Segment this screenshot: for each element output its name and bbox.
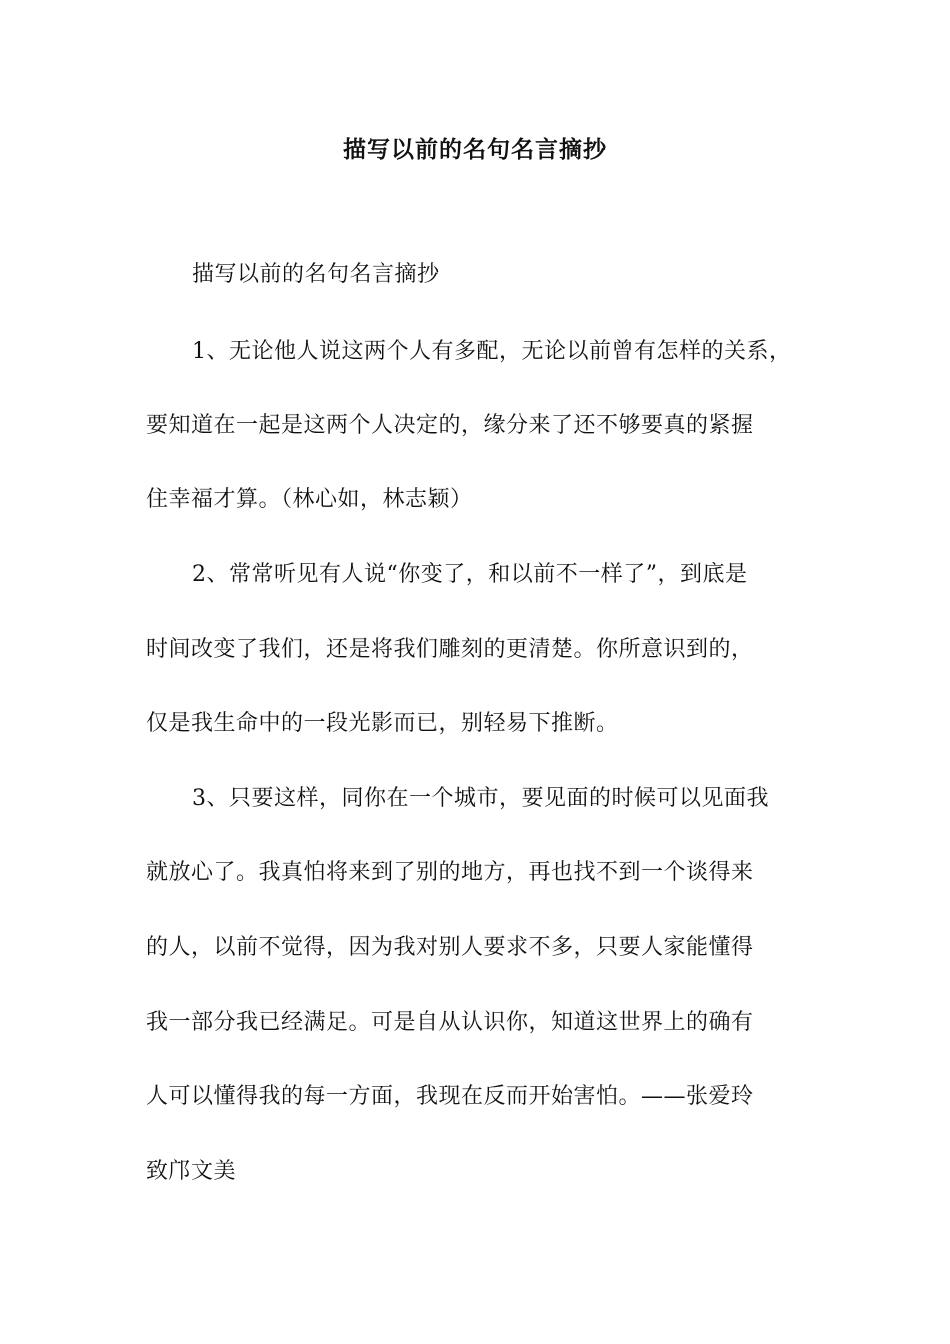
paragraph-line: 2、常常听见有人说“你变了，和以前不一样了”，到底是 [192, 562, 748, 587]
paragraph-line: 1、无论他人说这两个人有多配，无论以前曾有怎样的关系， [192, 339, 792, 364]
paragraph-line: 要知道在一起是这两个人决定的，缘分来了还不够要真的紧握 [146, 413, 754, 438]
paragraph-line: 就放心了。我真怕将来到了别的地方，再也找不到一个谈得来 [146, 860, 754, 885]
document-title: 描写以前的名句名言摘抄 [343, 136, 607, 163]
paragraph-line: 住幸福才算。（林心如，林志颖） [146, 487, 473, 512]
paragraph-line: 人可以懂得我的每一方面，我现在反而开始害怕。——张爱玲 [146, 1084, 754, 1109]
paragraph-line: 时间改变了我们，还是将我们雕刻的更清楚。你所意识到的， [146, 637, 754, 662]
paragraph-heading: 描写以前的名句名言摘抄 [192, 262, 440, 287]
paragraph-line: 的人，以前不觉得，因为我对别人要求不多，只要人家能懂得 [146, 935, 754, 960]
paragraph-line: 3、只要这样，同你在一个城市，要见面的时候可以见面我 [192, 786, 769, 811]
paragraph-line: 致邝文美 [146, 1159, 237, 1184]
paragraph-line: 我一部分我已经满足。可是自从认识你，知道这世界上的确有 [146, 1010, 754, 1035]
paragraph-line: 仅是我生命中的一段光影而已，别轻易下推断。 [146, 711, 619, 736]
